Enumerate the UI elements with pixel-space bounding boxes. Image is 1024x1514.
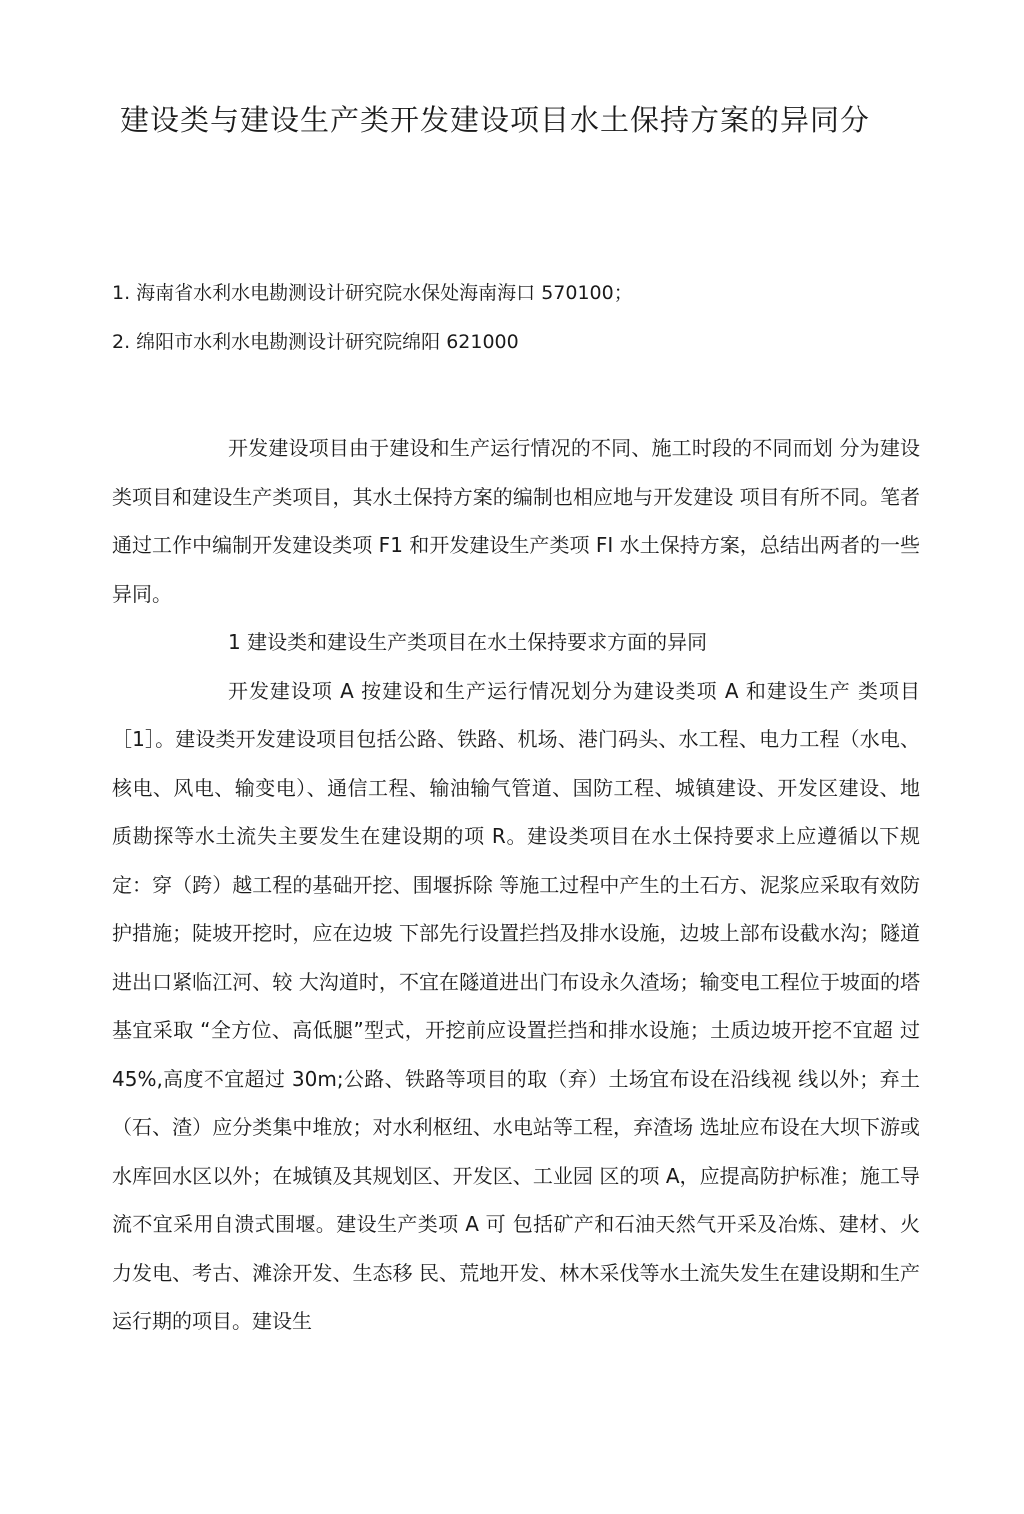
affiliation-2: 2. 绵阳市水利水电勘测设计研究院绵阳 621000 xyxy=(112,331,519,353)
document-title: 建设类与建设生产类开发建设项目水土保持方案的异同分 xyxy=(119,103,870,137)
paragraph-section-1: 开发建设项 A 按建设和生产运行情况划分为建设类项 A 和建设生产 类项目［1］。建设类开发建设项目包括公路、铁路、机场、港门码头、水工程、电力工程（水电、核电、风电、输变电）、通信工程、输油输气管道、国防工程、城镇建设、开发区建设、地质勘探等水土流失主要发生在建设期的项 R。建设类项目在水土保持要求上应遵循以下规定：穿（跨）越工程的基础开挖、围堰拆除 等施工过程中产生的土石方、泥浆应采取有效防护措施；陡坡开挖时，应在边坡 下部先行设置拦挡及排水设施，边坡上部布设截水沟；隧道进出口紧临江河、较 大沟道时，不宜在隧道进出门布设永久渣场；输变电工程位于坡面的塔基宜采取 “全方位、高低腿”型式，开挖前应设置拦挡和排水设施；土质边坡开挖不宜超 过 45%,高度不宜超过 30m;公路、铁路等项目的取（弃）土场宜布设在沿线视 线以外；弃土（石、渣）应分类集中堆放；对水利枢纽、水电站等工程，弃渣场 选址应布设在大坝下游或水库回水区以外；在城镇及其规划区、开发区、工业园 区的项 A，应提高防护标准；施工导流不宜采用自溃式围堰。建设生产类项 A 可 包括矿产和石油天然气开采及冶炼、建材、火力发电、考古、滩涂开发、生态移 民、荒地开发、林木采伐等水土流失发生在建设期和生产运行期的项目。建设生 xyxy=(112,678,920,1333)
affiliation-1: 1. 海南省水利水电勘测设计研究院水保处海南海口 570100； xyxy=(112,282,633,304)
paragraph-intro: 开发建设项目由于建设和生产运行情况的不同、施工时段的不同而划 分为建设类项目和建设生产类项目，其水土保持方案的编制也相应地与开发建设 项目有所不同。笔者通过工作中编制开发建设类项 F1 和开发建设生产类项 FI 水土保持方案，总结出两者的一些异同。 xyxy=(112,436,920,606)
section-heading-1: 1 建设类和建设生产类项目在水土保持要求方面的异同 xyxy=(228,630,708,654)
document-body xyxy=(112,424,920,1346)
